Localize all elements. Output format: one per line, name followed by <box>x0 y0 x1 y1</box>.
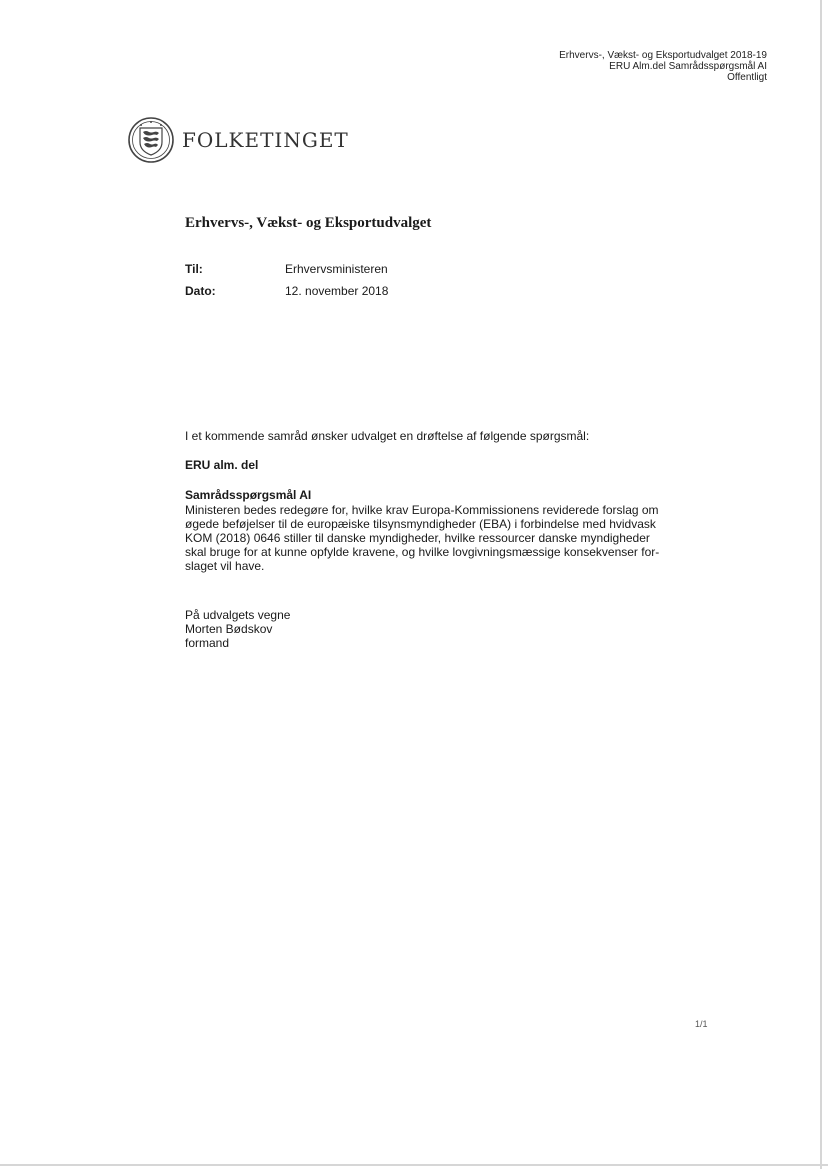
header-reference-line: ERU Alm.del Samrådsspørgsmål AI <box>609 61 767 72</box>
coat-of-arms-icon <box>127 116 175 164</box>
page-edge-bottom <box>0 1164 828 1166</box>
recipient-value: Erhvervsministeren <box>285 262 388 276</box>
signature-name: Morten Bødskov <box>185 622 273 636</box>
question-heading: Samrådsspørgsmål AI <box>185 488 312 502</box>
logo-wordmark: FOLKETINGET <box>182 128 349 152</box>
question-line: øgede beføjelser til de europæiske tilsynsmyndigheder (EBA) i forbindelse med hvidvask <box>185 517 656 531</box>
date-value: 12. november 2018 <box>285 284 389 298</box>
document-header-meta <box>559 50 767 83</box>
date-row <box>185 284 388 298</box>
header-status-line: Offentligt <box>727 72 767 83</box>
page-number: 1/1 <box>695 1019 708 1029</box>
signature-block <box>185 608 290 650</box>
intro-paragraph: I et kommende samråd ønsker udvalget en drøftelse af følgende spørgsmål: <box>185 429 590 443</box>
signature-role: formand <box>185 636 230 650</box>
question-line: slaget vil have. <box>185 559 265 573</box>
question-line: skal bruge for at kunne opfylde kravene, og hvilke lovgivningsmæssige konsekvenser for- <box>185 545 660 559</box>
question-line: Ministeren bedes redegøre for, hvilke krav Europa-Kommissionens reviderede forslag om <box>185 503 659 517</box>
folketinget-logo <box>127 116 349 164</box>
recipient-label: Til: <box>185 262 203 276</box>
committee-title: Erhvervs-, Vækst- og Eksportudvalget <box>185 215 432 231</box>
eru-reference: ERU alm. del <box>185 458 259 472</box>
question-body <box>185 503 660 573</box>
header-committee-line: Erhvervs-, Vækst- og Eksportudvalget 2018-19 <box>559 50 767 61</box>
question-line: KOM (2018) 0646 stiller til danske myndigheder, hvilke ressourcer danske myndigheder <box>185 531 650 545</box>
recipient-row <box>185 262 388 276</box>
page-edge-right <box>820 0 822 1169</box>
signature-on-behalf: På udvalgets vegne <box>185 608 291 622</box>
date-label: Dato: <box>185 284 216 298</box>
